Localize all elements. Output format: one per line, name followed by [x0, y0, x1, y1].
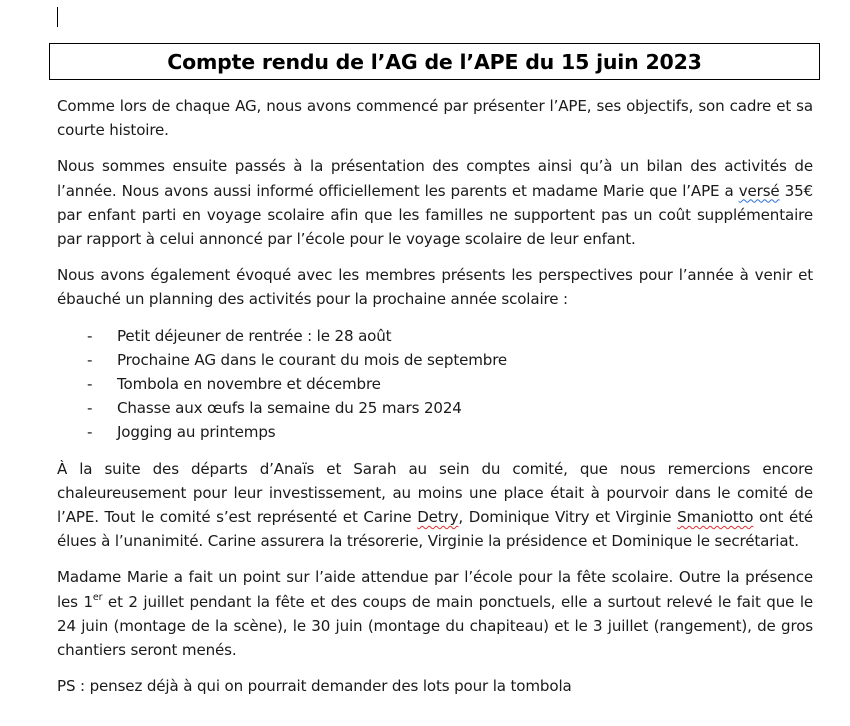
title-box [49, 43, 820, 80]
grammar-flagged-word[interactable]: versé [738, 181, 780, 200]
list-dash: - [87, 350, 93, 369]
list-item-text: Jogging au printemps [117, 423, 276, 442]
list-dash: - [87, 375, 93, 394]
list-item [57, 324, 813, 348]
paragraph-committee-text-1: À la suite des départs d’Anaïs et Sarah au sein du comité, que nous remercions encore chaleureusement pour leur investissement, au moins une place était à pourvoir dans le comité de l’APE. Tout le comité s’est représenté et Carine [57, 459, 813, 527]
document-title: Compte rendu de l’AG de l’APE du 15 juin 2023 [167, 49, 702, 74]
document-body[interactable] [57, 94, 813, 698]
list-item-text: Prochaine AG dans le courant du mois de septembre [117, 350, 508, 369]
list-dash: - [87, 423, 93, 442]
list-item [57, 372, 813, 396]
list-item-text: Chasse aux œufs la semaine du 25 mars 2024 [117, 399, 462, 418]
list-dash: - [87, 399, 93, 418]
list-item [57, 348, 813, 372]
paragraph-committee-text-2: , Dominique Vitry et Virginie [458, 508, 678, 527]
text-cursor [57, 7, 58, 27]
paragraph-school-fair-text-1: Madame Marie a fait un point sur l’aide attendue par l’école pour la fête scolaire. Outre la présence les 1 [57, 568, 813, 611]
list-item [57, 396, 813, 420]
list-item-text: Tombola en novembre et décembre [117, 375, 381, 394]
spelling-flagged-word[interactable]: Smaniotto [677, 508, 754, 527]
paragraph-school-fair [57, 565, 813, 662]
paragraph-accounts-text-2: 35€ par enfant parti en voyage scolaire afin que les familles ne supportent pas un coût supplémentaire par rapport à celui annoncé par l’école pour le voyage scolaire de leur enfant. [57, 181, 813, 249]
paragraph-intro: Comme lors de chaque AG, nous avons commencé par présenter l’APE, ses objectifs, son cadre et sa courte histoire. [57, 97, 813, 140]
paragraph-committee-text-3: ont été élues à l’unanimité. Carine assurera la trésorerie, Virginie la présidence et Dominique le secrétariat. [57, 508, 813, 551]
list-item-text: Petit déjeuner de rentrée : le 28 août [117, 326, 392, 345]
list-item [57, 420, 813, 444]
paragraph-school-fair-text-2: et 2 juillet pendant la fête et des coups de main ponctuels, elle a surtout relevé le fait que le 24 juin (montage de la scène), le 30 juin (montage du chapiteau) et le 3 juillet (rangement), de gros chantiers seront menés. [57, 592, 813, 660]
ordinal-superscript: er [92, 591, 103, 603]
paragraph-accounts-text-1: Nous sommes ensuite passés à la présentation des comptes ainsi qu’à un bilan des activités de l’année. Nous avons aussi informé officiellement les parents et madame Marie que l’APE a [57, 157, 813, 200]
paragraph-perspectives: Nous avons également évoqué avec les membres présents les perspectives pour l’année à venir et ébauché un planning des activités pour la prochaine année scolaire : [57, 266, 813, 309]
paragraph-accounts [57, 154, 813, 251]
paragraph-ps: PS : pensez déjà à qui on pourrait demander des lots pour la tombola [57, 677, 572, 696]
list-dash: - [87, 326, 93, 345]
spelling-flagged-word[interactable]: Detry [417, 508, 459, 527]
paragraph-committee [57, 457, 813, 554]
planning-list [57, 324, 813, 445]
